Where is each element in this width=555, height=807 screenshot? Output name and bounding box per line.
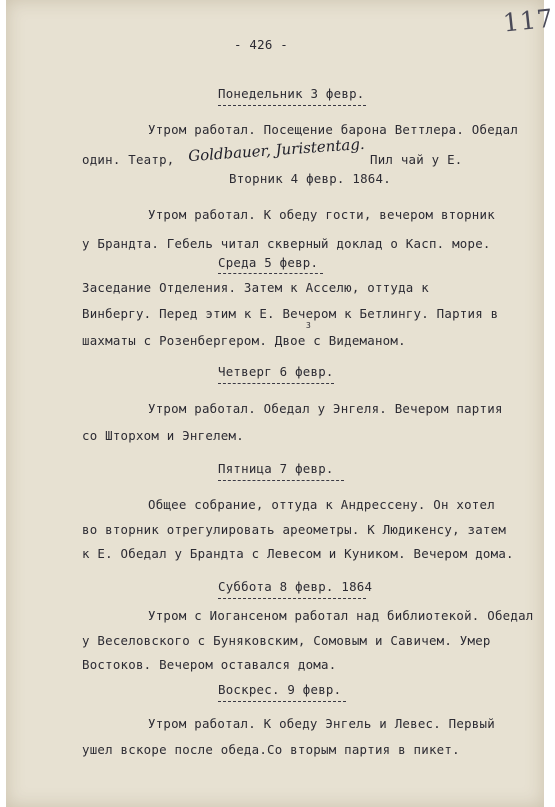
- entry-heading-sunday: Воскрес. 9 февр.: [218, 682, 342, 697]
- entry-line: Пил чай у Е.: [370, 152, 463, 167]
- entry-line: у Веселовского с Буняковским, Сомовым и Савичем. Умер: [82, 633, 491, 648]
- handwritten-superscript: 3: [306, 321, 312, 330]
- heading-underline: [218, 383, 334, 384]
- handwritten-insertion: Goldbauer, Juristentag.: [187, 134, 366, 166]
- entry-line: со Шторхом и Энгелем.: [82, 428, 244, 443]
- heading-underline: [218, 273, 323, 274]
- archive-folio-number: 117: [501, 3, 555, 38]
- entry-line: во вторник отрегулировать ареометры. К Людикенсу, затем: [82, 522, 507, 537]
- entry-line: Заседание Отделения. Затем к Асселю, оттуда к: [82, 280, 429, 295]
- document-page: [6, 0, 555, 807]
- entry-line: один. Театр,: [82, 152, 175, 167]
- heading-underline: [218, 105, 366, 106]
- entry-heading-tuesday: Вторник 4 февр. 1864.: [229, 171, 391, 186]
- entry-heading-thursday: Четверг 6 февр.: [218, 364, 334, 379]
- entry-heading-saturday: Суббота 8 февр. 1864: [218, 579, 373, 594]
- entry-line: Общее собрание, оттуда к Андрессену. Он хотел: [148, 497, 495, 512]
- entry-line: Утром работал. К обеду гости, вечером вторник: [148, 207, 495, 222]
- entry-line: Востоков. Вечером оставался дома.: [82, 657, 337, 672]
- heading-underline: [218, 701, 346, 702]
- entry-line: Утром работал. К обеду Энгель и Левес. Первый: [148, 716, 495, 731]
- page-number: - 426 -: [234, 37, 288, 52]
- entry-line: к Е. Обедал у Брандта с Левесом и Куником. Вечером дома.: [82, 546, 514, 561]
- heading-underline: [218, 480, 344, 481]
- entry-line: Утром работал. Обедал у Энгеля. Вечером партия: [148, 401, 503, 416]
- entry-line: Винбергу. Перед этим к Е. Вечером к Бетлингу. Партия в: [82, 306, 499, 321]
- entry-heading-monday: Понедельник 3 февр.: [218, 86, 365, 101]
- entry-heading-friday: Пятница 7 февр.: [218, 461, 334, 476]
- entry-line: у Брандта. Гебель читал скверный доклад о Касп. море.: [82, 236, 491, 251]
- entry-line: Утром работал. Посещение барона Веттлера. Обедал: [148, 122, 519, 137]
- entry-heading-wednesday: Среда 5 февр.: [218, 255, 319, 270]
- entry-line: ушел вскоре после обеда.Со вторым партия в пикет.: [82, 742, 460, 757]
- heading-underline: [218, 598, 366, 599]
- entry-line: Утром с Иогансеном работал над библиотекой. Обедал: [148, 608, 534, 623]
- entry-line: шахматы с Розенбергером. Двое с Видеманом.: [82, 333, 406, 348]
